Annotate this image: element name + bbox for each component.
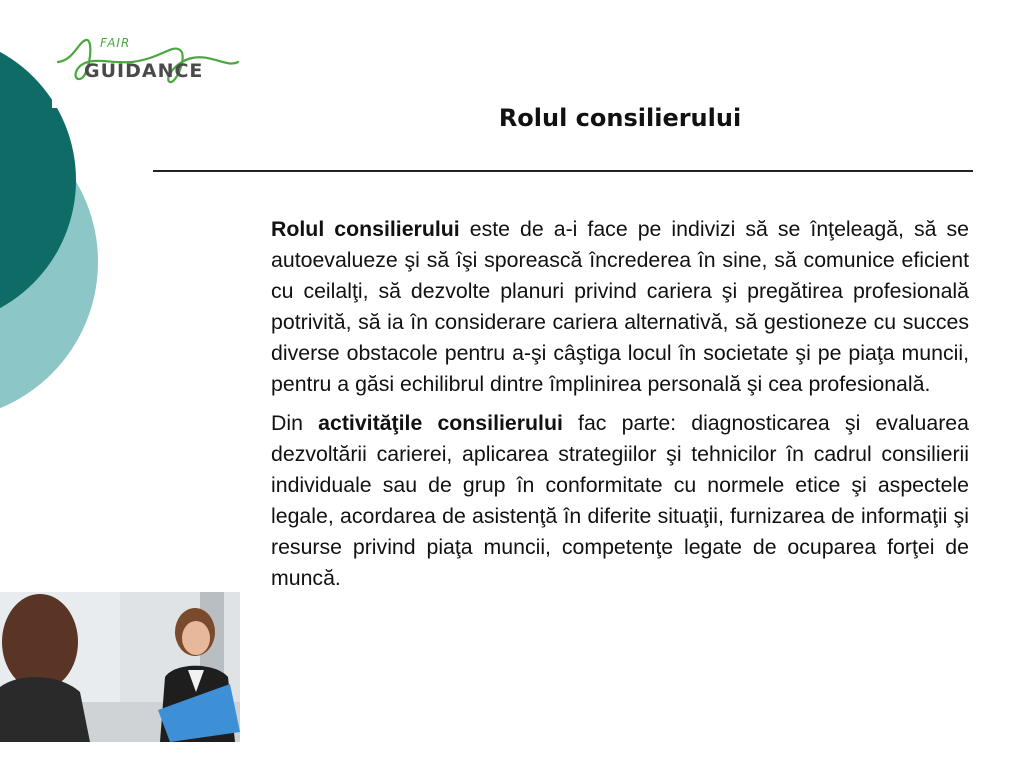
paragraph-activities-lead: Din	[271, 411, 319, 435]
paragraph-role	[271, 214, 969, 400]
paragraph-role-bold: Rolul consilierului	[271, 217, 460, 241]
logo-top-text: FAIR	[100, 36, 131, 50]
slide-body	[271, 214, 969, 602]
counseling-session-photo	[0, 592, 240, 742]
paragraph-activities	[271, 408, 969, 594]
photo-illustration-icon	[0, 592, 240, 742]
paragraph-role-text: este de a-i face pe indivizi să se înţeleagă, să se autoevalueze şi să îşi sporească încrederea în sine, să comunice eficient cu ceilalţi, să dezvolte planuri privind cariera şi pregătirea profesională potrivită, să ia în considerare cariera alternativă, să gestioneze cu succes diverse obstacole pentru a-şi câştiga locul în societate şi pe piaţa muncii, pentru a găsi echilibrul dintre împlinirea personală şi cea profesională.	[271, 217, 969, 396]
logo-main-text: GUIDANCE	[84, 60, 204, 82]
paragraph-activities-bold: activităţile consilierului	[318, 411, 563, 435]
paragraph-activities-text: fac parte: diagnosticarea şi evaluarea dezvoltării carierei, aplicarea strategiilor şi tehnicilor în cadrul consilierii individuale sau de grup în conformitate cu normele etice şi aspectele legale, acordarea de asistenţă în diferite situaţii, furnizarea de informaţii şi resurse privind piaţa muncii, competenţe legate de ocuparea forţei de muncă.	[271, 411, 969, 590]
slide-title: Rolul consilierului	[498, 104, 742, 132]
fair-guidance-logo	[52, 22, 244, 108]
title-divider	[153, 170, 973, 172]
